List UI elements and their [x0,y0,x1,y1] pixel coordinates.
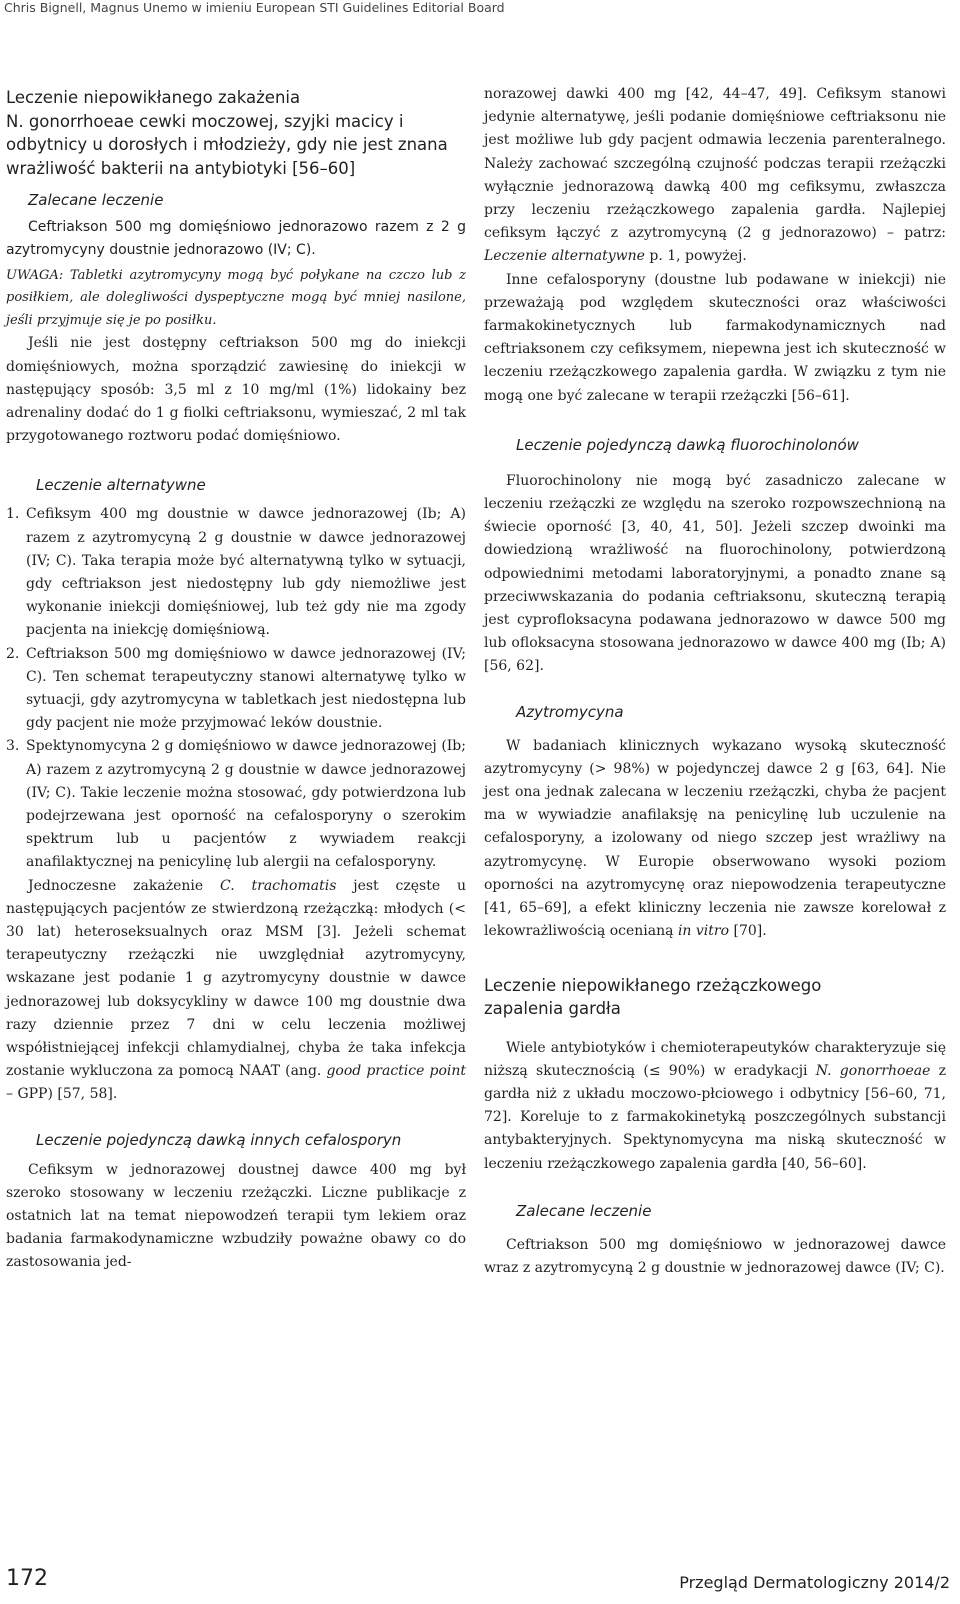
text-run: – GPP) [57, 58]. [6,1086,118,1103]
right-column [484,83,946,1280]
list-text: Ceftriakson 500 mg domięśniowo w dawce jednorazowej (IV; C). Ten schemat terapeutyczny stanowi alternatywę tylko w sytuacji, gdy azytromycyna w tabletkach jest niedostępna lub gdy pacjent nie może przyjmować leków doustnie. [26,645,466,732]
list-item [6,503,466,642]
text-run: jest częste u następujących pacjentów ze stwierdzoną rzeżączką: młodych (< 30 lat) heteroseksualnych oraz MSM [3]. Jeżeli schemat terapeutyczny rzeżączki nie uwzględniał azytromycyny, wskazane jest podanie 1 g azytromycyny doustnie w dawce jednorazowej lub doksycykliny w dawce 100 mg doustnie dwa razy dziennie przez 7 dni w celu leczenia możliwej współistniejącej infekcji chlamydialnej, chyba że taka infekcja zostanie wykluczona za pomocą NAAT (ang. [6,877,467,1080]
subheading-other-cephalosporins: Leczenie pojedynczą dawką innych cefalosporyn [36,1130,402,1149]
left-column [6,86,466,1275]
list-text: Spektynomycyna 2 g domięśniowo w dawce jednorazowej (Ib; A) razem z azytromycyną 2 g doustnie w dawce jednorazowej (IV; C). Takie leczenie można stosować, gdy potwierdzona lub podejrzewana jest oporność na cefalosporyny o szerokim spektrum lub u pacjentów z wywiadem reakcji anafilaktycznej na penicylinę lub alergii na cefalosporyny. [26,738,466,871]
paragraph-pharyngeal [484,1037,946,1176]
text-run: Wiele antybiotyków i chemioterapeutyków charakteryzuje się niższą skutecznością (≤ 90%) w eradykacji [484,1039,946,1079]
subheading-alternative: Leczenie alternatywne [36,476,206,495]
page-number: 172 [6,1566,48,1591]
heading-line2: N. gonorrhoeae cewki moczowej, szyjki macicy i odbytnicy u dorosłych i młodzieży, gdy nie jest znana wrażliwość bakterii na antybiotyki [56–60] [6,111,448,178]
text-run-italic: Leczenie alternatywne [484,248,645,265]
paragraph-cefixime: Cefiksym w jednorazowej doustnej dawce 400 mg był szeroko stosowany w leczeniu rzeżączki. Liczne publikacje z ostatnich lat na temat niepowodzeń terapii tym lekiem oraz badania farmakodynamiczne wzbudziły poważne obawy co do zastosowania jed- [6,1161,466,1271]
subheading-recommended-pharyngeal: Zalecane leczenie [516,1201,652,1220]
list-number: 2. [6,645,20,662]
text-run: W badaniach klinicznych wykazano wysoką skuteczność azytromycyny (> 98%) w pojedynczej dawce 2 g [63, 64]. Nie jest ona jednak zalecana w leczeniu rzeżączki, chyba że pacjent ma w wywiadzie anafilaksję na penicylinę lub uczulenie na cefalosporyny, a izolowany od niego szczep jest wrażliwy na azytromycynę. W Europie obserwowano wysoki poziom oporności na azytromycynę oraz niepowodzenia terapeutyczne [41, 65–69], a efekt kliniczny leczenia nie zawsze korelował z lekowrażliwością ocenianą [484,737,946,940]
subheading-fluoroquinolones: Leczenie pojedynczą dawką fluorochinolonów [516,435,859,454]
list-item [6,735,466,874]
list-number: 1. [6,506,20,523]
note-uwaga: UWAGA: Tabletki azytromycyny mogą być połykane na czczo lub z posiłkiem, ale dolegliwości dyspeptyczne mogą być mniej nasilone, jeśli przyjmuje się je po posiłku. [6,267,466,328]
text-run-italic: good practice point [326,1063,466,1080]
paragraph-cefixime-cont [484,83,946,269]
text-run: norazowej dawki 400 mg [42, 44–47, 49]. Cefiksym stanowi jedynie alternatywę, jeśli podanie domięśniowe ceftriaksonu nie jest możliwe lub gdy pacjent odmawia leczenia parenteralnego. Należy zachować szczególną czujność podczas terapii rzeżączki wyłącznie jednorazową dawką 400 mg cefiksymu, zwłaszcza przy leczeniu rzeżączkowego zapalenia gardła. Najlepiej cefiksym łączyć z azytromycyną (2 g jednorazowo) – patrz: [484,86,946,242]
running-head: Chris Bignell, Magnus Unemo w imieniu European STI Guidelines Editorial Board [4,0,505,15]
text-run-italic: in vitro [677,923,730,940]
paragraph-azithromycin [484,735,946,944]
section-heading-uncomplicated [6,86,466,180]
text-run: p. 1, powyżej. [644,248,747,265]
text-run: z gardła niż z układu moczowo-płciowego i odbytnicy [56–60, 71, 72]. Koreluje to z farmakokinetyką poszczególnych substancji antybakteryjnych. Spektynomycyna ma niską skuteczność w leczeniu rzeżączkowego zapalenia gardła [40, 56–60]. [484,1062,946,1172]
recommended-text: Ceftriakson 500 mg domięśniowo jednorazowo razem z 2 g azytromycyny doustnie jednorazowo (IV; C). [6,219,466,259]
text-run: [70]. [729,923,767,940]
alternative-list [6,503,466,874]
section-heading-pharyngeal: Leczenie niepowikłanego rzeżączkowego zapalenia gardła [484,975,822,1018]
subheading-recommended: Zalecane leczenie [28,191,164,209]
paragraph-coinfection [6,875,466,1107]
paragraph-recommended-pharyngeal: Ceftriakson 500 mg domięśniowo w jednorazowej dawce wraz z azytromycyną 2 g doustnie w jednorazowej dawce (IV; C). [484,1236,946,1276]
journal-name: Przegląd Dermatologiczny 2014/2 [679,1573,950,1592]
text-run: Jednoczesne zakażenie [28,877,220,894]
heading-line1: Leczenie niepowikłanego zakażenia [6,88,301,107]
text-run-italic: N. gonorrhoeae [815,1062,931,1079]
list-text: Cefiksym 400 mg doustnie w dawce jednorazowej (Ib; A) razem z azytromycyną 2 g doustnie w dawce jednorazowej (IV; C). Taka terapia może być alternatywną tylko w sytuacji, gdy ceftriakson jest niedostępny lub gdy niemożliwe jest wykonanie iniekcji domięśniowej, lub też gdy nie ma zgody pacjenta na iniekcję domięśniową. [26,506,466,639]
subheading-azithromycin: Azytromycyna [516,702,624,721]
list-number: 3. [6,738,20,755]
list-item [6,643,466,736]
text-run-italic: C. trachomatis [220,877,337,894]
paragraph-fluoroquinolones: Fluorochinolony nie mogą być zasadniczo zalecane w leczeniu rzeżączki ze względu na szeroko rozpowszechnioną na świecie oporność [3, 40, 41, 50]. Jeżeli szczep dwoinki ma dowiedzioną wrażliwość na fluorochinolony, potwierdzoną odpowiednimi metodami laboratoryjnymi, a ponadto znane są przeciwwskazania do podania ceftriaksonu, skuteczną terapią jest cyprofloksacyna podawana jednorazowo w dawce 500 mg lub ofloksacyna stosowana jednorazowo w dawce 400 mg (Ib; A) [56, 62]. [484,472,946,675]
paragraph-other-cephalosporins: Inne cefalosporyny (doustne lub podawane w iniekcji) nie przeważają pod względem skuteczności oraz właściwości farmakokinetycznych lub farmakodynamicznych nad ceftriaksonem czy cefiksymem, niepewna jest ich skuteczność w leczeniu rzeżączkowego zapalenia gardła. W związku z tym nie mogą one być zalecane w terapii rzeżączki [56–61]. [484,271,946,404]
paragraph-ceftriaxone-prep: Jeśli nie jest dostępny ceftriakson 500 mg do iniekcji domięśniowych, można sporządzić zawiesinę do iniekcji w następujący sposób: 3,5 ml z 10 mg/ml (1%) lidokainy bez adrenaliny dodać do 1 g fiolki ceftriaksonu, wymieszać, 2 ml tak przygotowanego roztworu podać domięśniowo. [6,335,466,445]
